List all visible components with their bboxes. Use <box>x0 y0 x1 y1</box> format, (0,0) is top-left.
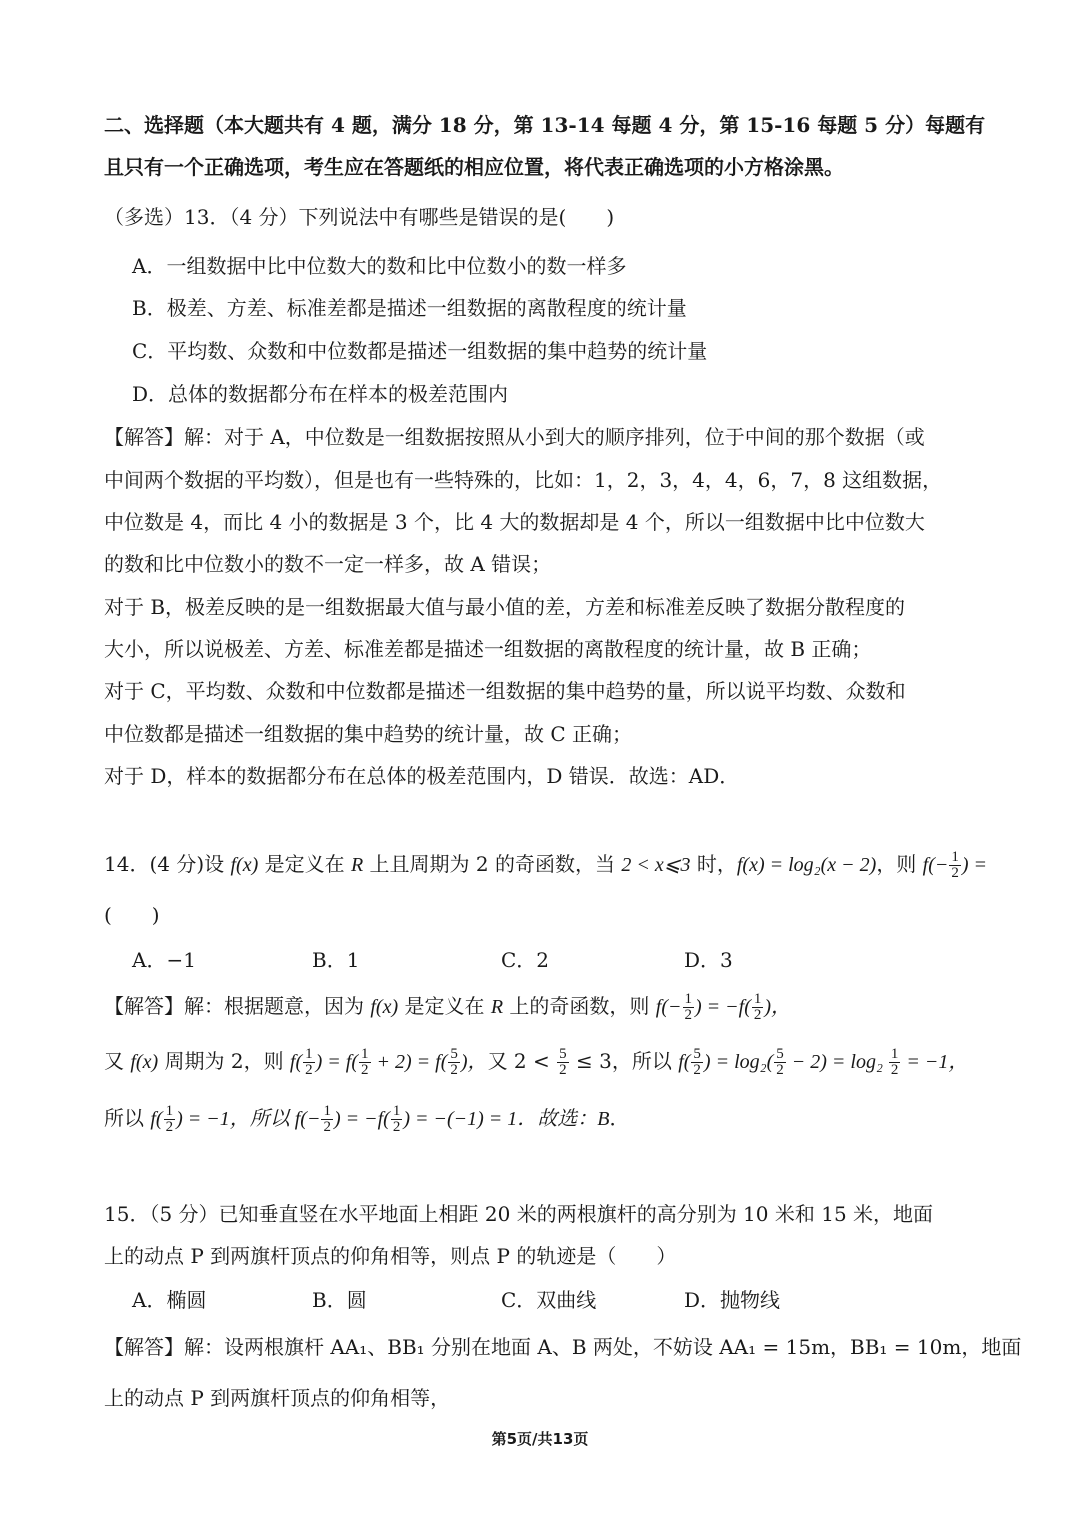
q14-set-r: R <box>490 996 504 1018</box>
q14-stem-text: 是定义在 <box>258 852 351 876</box>
section-header-line-2: 且只有一个正确选项，考生应在答题纸的相应位置，将代表正确选项的小方格涂黑。 <box>104 155 844 179</box>
q14-stem <box>104 850 987 881</box>
fraction-one-half: $\frac{1}{2}$ <box>305 1046 313 1078</box>
q14-set-r: R <box>350 854 364 876</box>
q14-solution-line-1 <box>104 992 791 1023</box>
q14-sol-math: )， <box>764 996 792 1018</box>
q14-stem-text: ，则 <box>876 852 923 876</box>
q14-sol-math: ) = f( <box>315 1051 359 1073</box>
q14-answer: B <box>597 1108 610 1130</box>
q13-solution-line: 【解答】解：对于 A，中位数是一组数据按照从小到大的顺序排列，位于中间的那个数据（或 <box>104 425 925 449</box>
fraction-one-half: $\frac{1}{2}$ <box>890 1046 899 1078</box>
q14-sol-math: f(− <box>655 996 682 1018</box>
fraction-one-half: $\frac{1}{2}$ <box>684 991 692 1023</box>
q14-option-c: C．2 <box>501 948 550 972</box>
q14-ask: f(− <box>922 854 949 876</box>
q14-formula: f(x) = log₂(x − 2) <box>736 854 877 876</box>
q14-condition: 2 < x⩽3 <box>621 854 691 876</box>
q13-solution-line: 对于 B，极差反映的是一组数据最大值与最小值的差，方差和标准差反映了数据分散程度的 <box>104 595 906 619</box>
q14-ask: ) = <box>961 854 988 876</box>
q14-stem-text: 时， <box>690 852 737 876</box>
q14-fx: f(x) <box>230 854 259 876</box>
page-footer: 第5页/共13页 <box>491 1430 589 1448</box>
q14-solution-line-3 <box>104 1104 630 1135</box>
q13-option-c: C．平均数、众数和中位数都是描述一组数据的集中趋势的统计量 <box>132 339 708 363</box>
q15-stem-line-1: 15．（5 分）已知垂直竖在水平地面上相距 20 米的两根旗杆的高分别为 10 米和 15 米，地面 <box>104 1202 934 1226</box>
q14-sol-text: 【解答】解：根据题意，因为 <box>104 994 371 1018</box>
q15-solution-line-2: 上的动点 P 到两旗杆顶点的仰角相等， <box>104 1386 451 1410</box>
q14-sol-math: f( <box>678 1051 691 1073</box>
q14-sol-math: ) = −f( <box>695 996 751 1018</box>
q13-solution-line: 中间两个数据的平均数），但是也有一些特殊的，比如：1，2，3，4，4，6，7，8 这组数据， <box>104 468 943 492</box>
q13-solution-line: 对于 D，样本的数据都分布在总体的极差范围内，D 错误．故选：AD． <box>104 764 740 788</box>
q14-sol-math: f( <box>150 1108 163 1130</box>
q14-sol-math: )， <box>460 1051 488 1073</box>
q13-option-a: A．一组数据中比中位数大的数和比中位数小的数一样多 <box>132 254 627 278</box>
q14-sol-text: 是定义在 <box>398 994 491 1018</box>
q15-option-b: B．圆 <box>312 1288 367 1312</box>
q14-sol-text: 周期为 2，则 <box>158 1049 290 1073</box>
q13-option-b: B．极差、方差、标准差都是描述一组数据的离散程度的统计量 <box>132 296 687 320</box>
q14-option-a: A．−1 <box>132 948 196 972</box>
q14-sol-math: ) = log₂( <box>703 1051 774 1073</box>
q14-stem-text: 14．(4 分)设 <box>104 852 231 876</box>
q14-sol-text: ． <box>609 1106 630 1130</box>
q14-sol-text: 又 <box>104 1049 131 1073</box>
q15-option-c: C．双曲线 <box>501 1288 597 1312</box>
q14-sol-math: − 2) = log₂ <box>786 1051 888 1073</box>
q14-sol-math: + 2) = f( <box>371 1051 448 1073</box>
fraction-one-half: $\frac{1}{2}$ <box>392 1103 401 1135</box>
fraction-one-half: $\frac{1}{2}$ <box>361 1046 369 1078</box>
fraction-five-halves: $\frac{5}{2}$ <box>693 1046 701 1078</box>
q14-solution-line-2 <box>104 1047 968 1078</box>
q14-sol-text: 所以 <box>104 1106 151 1130</box>
q14-sol-math: f(− <box>294 1108 321 1130</box>
q14-sol-math: f( <box>289 1051 303 1073</box>
q14-sol-text: ≤ 3，所以 <box>569 1049 679 1073</box>
fraction-one-half: $\frac{1}{2}$ <box>323 1103 331 1135</box>
q13-solution-line: 中位数是 4，而比 4 小的数据是 3 个，比 4 大的数据却是 4 个，所以一组数据中比中位数大 <box>104 510 925 534</box>
fraction-one-half: $\frac{1}{2}$ <box>165 1103 174 1135</box>
q14-fx: f(x) <box>130 1051 159 1073</box>
q14-fx: f(x) <box>370 996 399 1018</box>
q13-solution-line: 对于 C，平均数、众数和中位数都是描述一组数据的集中趋势的量，所以说平均数、众数和 <box>104 679 906 703</box>
q15-option-d: D．抛物线 <box>684 1288 781 1312</box>
q14-stem-text: 上且周期为 2 的奇函数，当 <box>363 852 622 876</box>
q15-option-a: A．椭圆 <box>132 1288 207 1312</box>
q13-stem: （多选）13．（4 分）下列说法中有哪些是错误的是( ) <box>104 205 615 229</box>
q14-sol-math: ) = −(−1) = 1．故选： <box>403 1108 598 1130</box>
fraction-five-halves: $\frac{5}{2}$ <box>450 1046 458 1078</box>
q14-answer-paren: ( ) <box>104 903 160 927</box>
q13-solution-line: 中位数都是描述一组数据的集中趋势的统计量，故 C 正确； <box>104 722 633 746</box>
q14-sol-text: 又 2 < <box>487 1049 557 1073</box>
q14-sol-math: ) = −1，所以 <box>176 1108 295 1130</box>
q14-sol-text: 上的奇函数，则 <box>503 994 656 1018</box>
q13-solution-line: 的数和比中位数小的数不一定一样多，故 A 错误； <box>104 552 552 576</box>
section-header-line-1: 二、选择题（本大题共有 4 题，满分 18 分，第 13-14 每题 4 分，第 15-16 每题 5 分）每题有 <box>104 113 986 137</box>
fraction-one-half: $\frac{1}{2}$ <box>951 849 959 881</box>
q14-option-b: B．1 <box>312 948 360 972</box>
q13-option-d: D．总体的数据都分布在样本的极差范围内 <box>132 382 509 406</box>
q15-stem-line-2: 上的动点 P 到两旗杆顶点的仰角相等，则点 P 的轨迹是（ ） <box>104 1244 677 1268</box>
q15-solution-line-1: 【解答】解：设两根旗杆 AA₁、BB₁ 分别在地面 A、B 两处，不妨设 AA₁ = 15m，BB₁ = 10m，地面 <box>104 1335 1022 1359</box>
fraction-five-halves: $\frac{5}{2}$ <box>559 1046 567 1078</box>
fraction-five-halves: $\frac{5}{2}$ <box>776 1046 784 1078</box>
q13-solution-line: 大小，所以说极差、方差、标准差都是描述一组数据的离散程度的统计量，故 B 正确； <box>104 637 872 661</box>
q14-sol-math: = −1， <box>901 1051 969 1073</box>
q14-option-d: D．3 <box>684 948 733 972</box>
q14-sol-math: ) = −f( <box>333 1108 390 1130</box>
fraction-one-half: $\frac{1}{2}$ <box>753 991 762 1023</box>
